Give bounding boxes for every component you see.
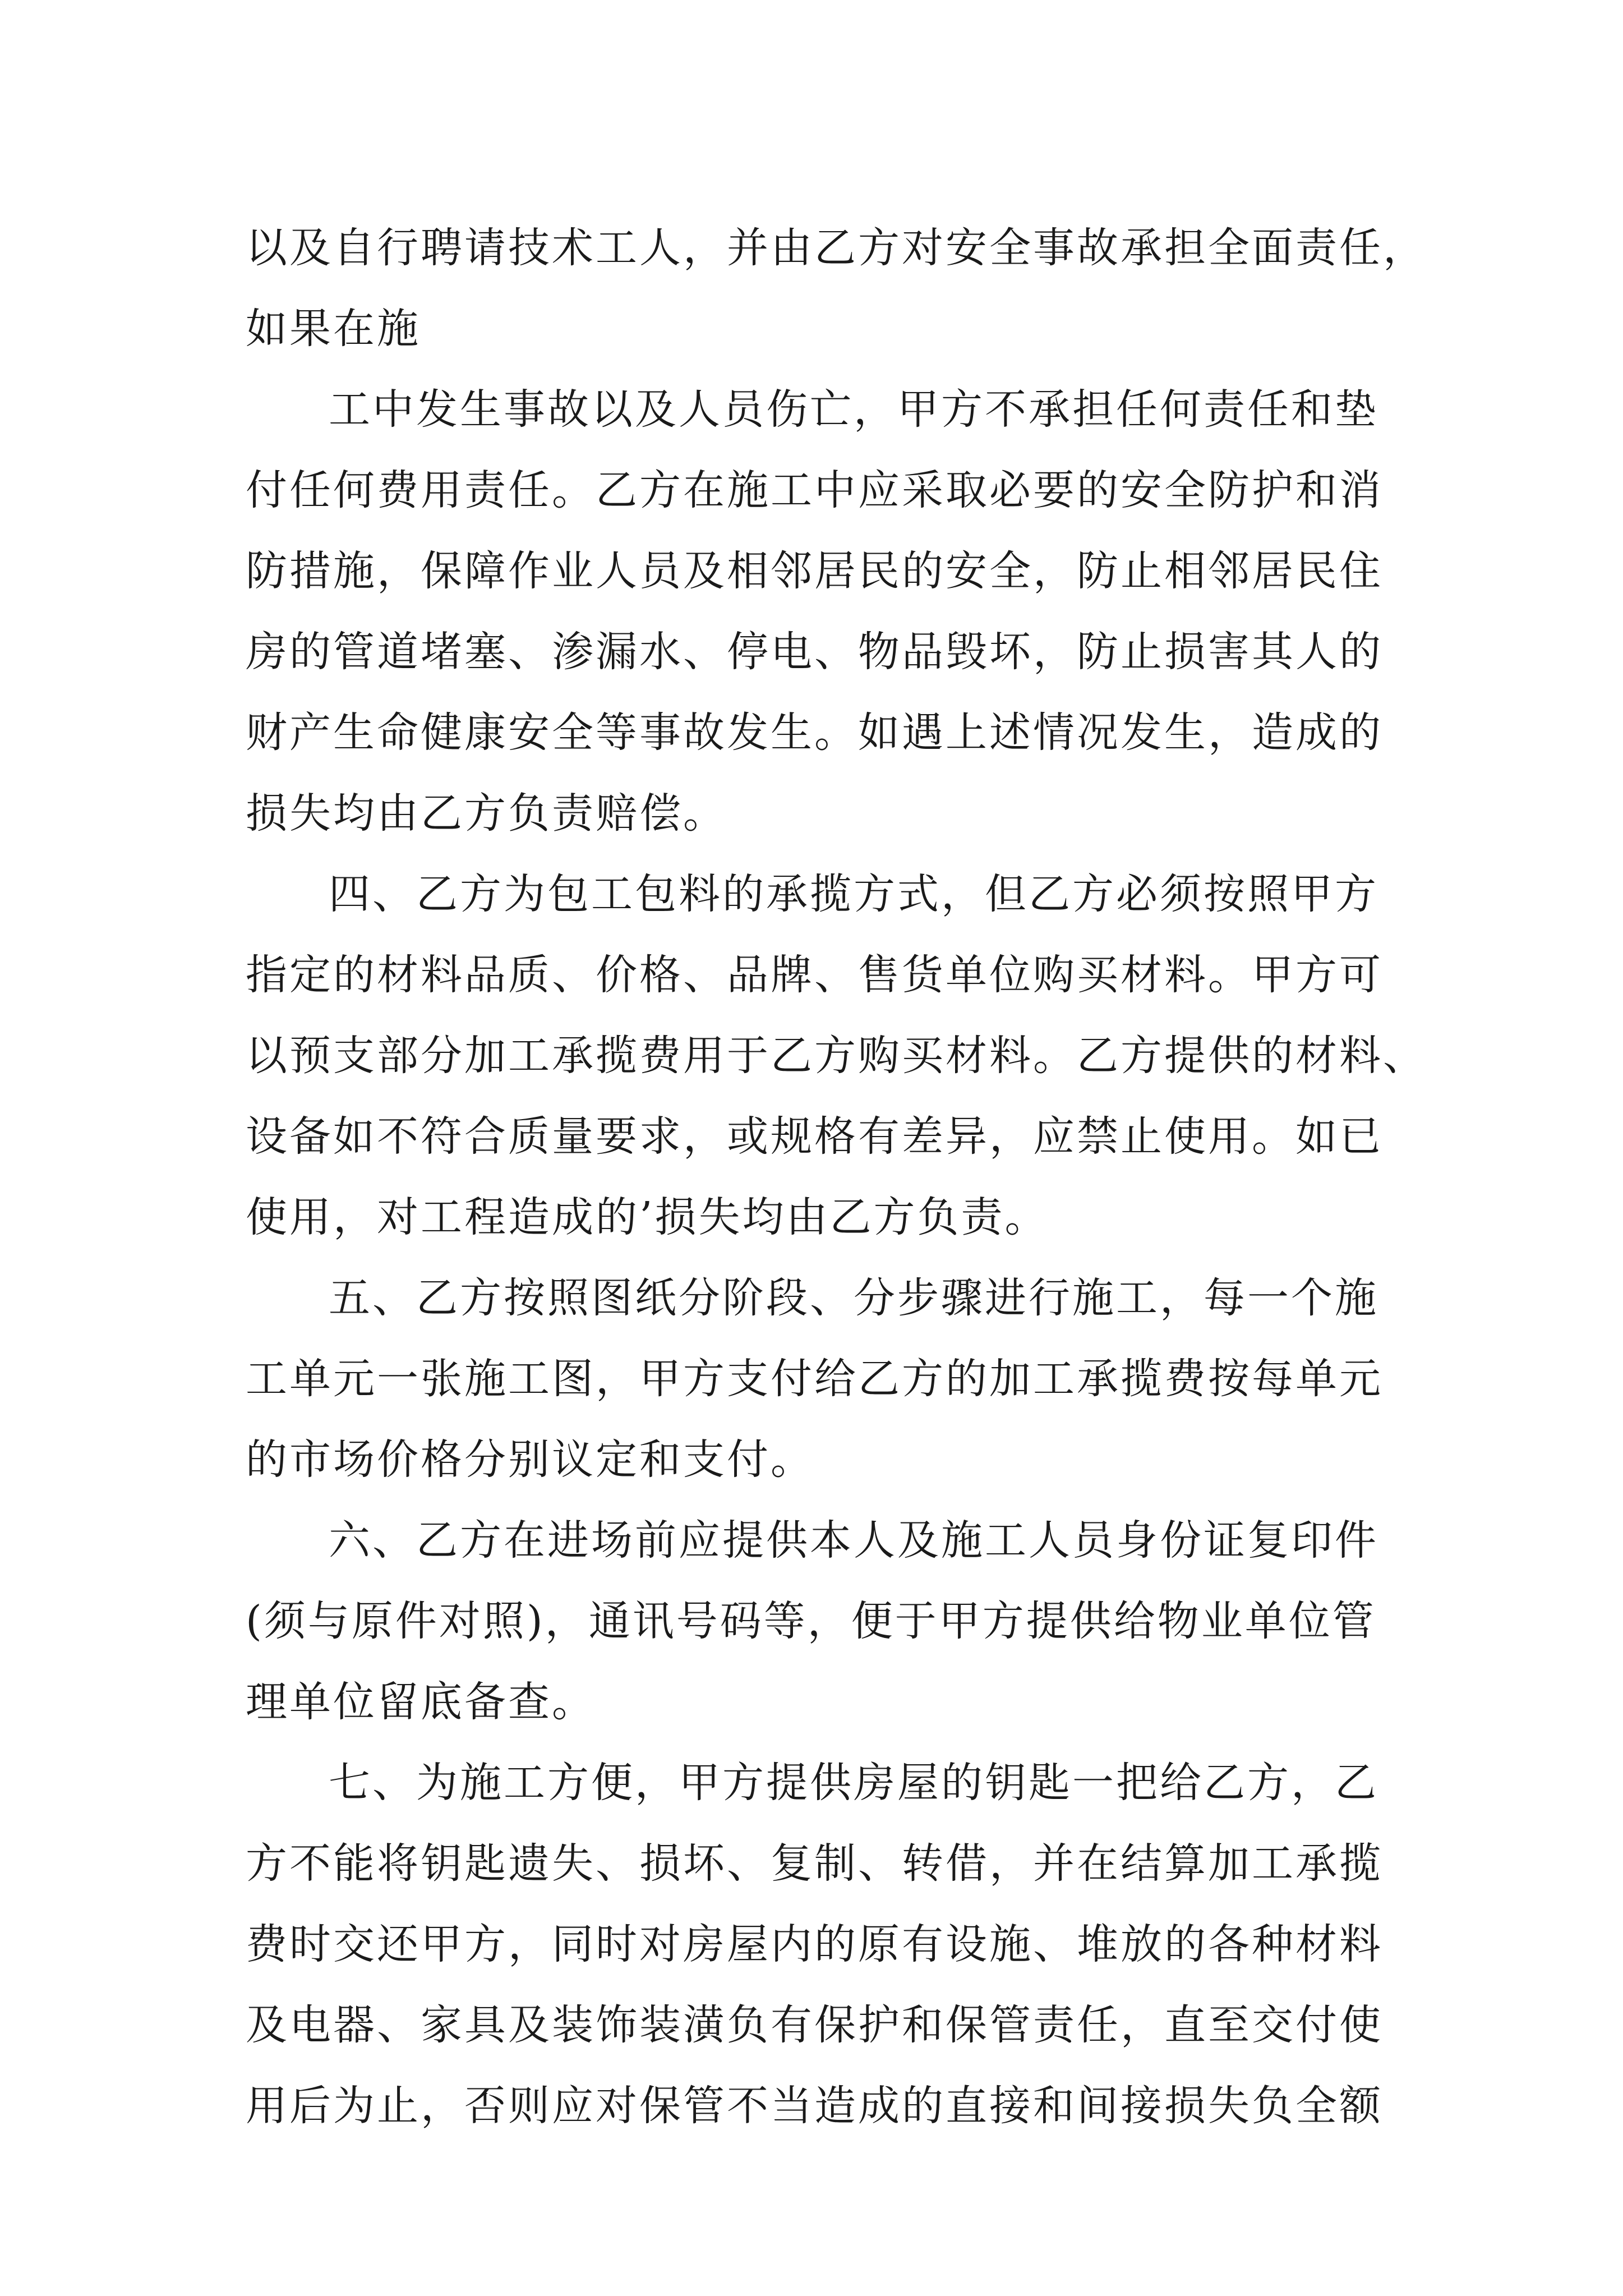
text-line: 防措施，保障作业人员及相邻居民的安全，防止相邻居民住 [246,547,1383,595]
text-line: 六、乙方在进场前应提供本人及施工人员身份证复印件 [329,1516,1378,1565]
text-line: 使用，对工程造成的’损失均由乙方负责。 [246,1193,1049,1241]
text-line: 以预支部分加工承揽费用于乙方购买材料。乙方提供的材料、 [246,1032,1427,1080]
text-line: 如果在施 [246,305,421,353]
text-line: 五、乙方按照图纸分阶段、分步骤进行施工，每一个施 [329,1274,1378,1322]
text-line: 工单元一张施工图，甲方支付给乙方的加工承揽费按每单元 [246,1355,1383,1403]
text-line: 指定的材料品质、价格、品牌、售货单位购买材料。甲方可 [246,951,1383,999]
text-line: 以及自行聘请技术工人，并由乙方对安全事故承担全面责任， [246,224,1427,272]
text-line: (须与原件对照)，通讯号码等，便于甲方提供给物业单位管 [246,1597,1376,1645]
paragraph-clause-6 [246,1500,1401,1742]
text-line: 损失均由乙方负责赔偿。 [246,789,727,838]
text-line: 七、为施工方便，甲方提供房屋的钥匙一把给乙方，乙 [329,1759,1378,1807]
text-line: 方不能将钥匙遗失、损坏、复制、转借，并在结算加工承揽 [246,1839,1383,1888]
text-line: 房的管道堵塞、渗漏水、停电、物品毁坏，防止损害其人的 [246,628,1383,676]
paragraph-safety [246,369,1401,854]
document-body [246,208,1427,2146]
text-line: 理单位留底备查。 [246,1678,596,1726]
text-line: 用后为止，否则应对保管不当造成的直接和间接损失负全额 [246,2082,1383,2130]
text-line: 四、乙方为包工包料的承揽方式，但乙方必须按照甲方 [329,870,1378,918]
paragraph-clause-7 [246,1742,1401,2146]
paragraph-continuation [246,208,1427,369]
paragraph-clause-4 [246,854,1427,1258]
text-line: 工中发生事故以及人员伤亡，甲方不承担任何责任和垫 [329,385,1378,434]
text-line: 费时交还甲方，同时对房屋内的原有设施、堆放的各种材料 [246,1920,1383,1968]
text-line: 的市场价格分别议定和支付。 [246,1435,814,1484]
text-line: 设备如不符合质量要求，或规格有差异，应禁止使用。如已 [246,1112,1383,1161]
paragraph-clause-5 [246,1258,1401,1500]
text-line: 财产生命健康安全等事故发生。如遇上述情况发生，造成的 [246,708,1383,757]
text-line: 及电器、家具及装饰装潢负有保护和保管责任，直至交付使 [246,2001,1383,2049]
text-line: 付任何费用责任。乙方在施工中应采取必要的安全防护和消 [246,466,1383,514]
